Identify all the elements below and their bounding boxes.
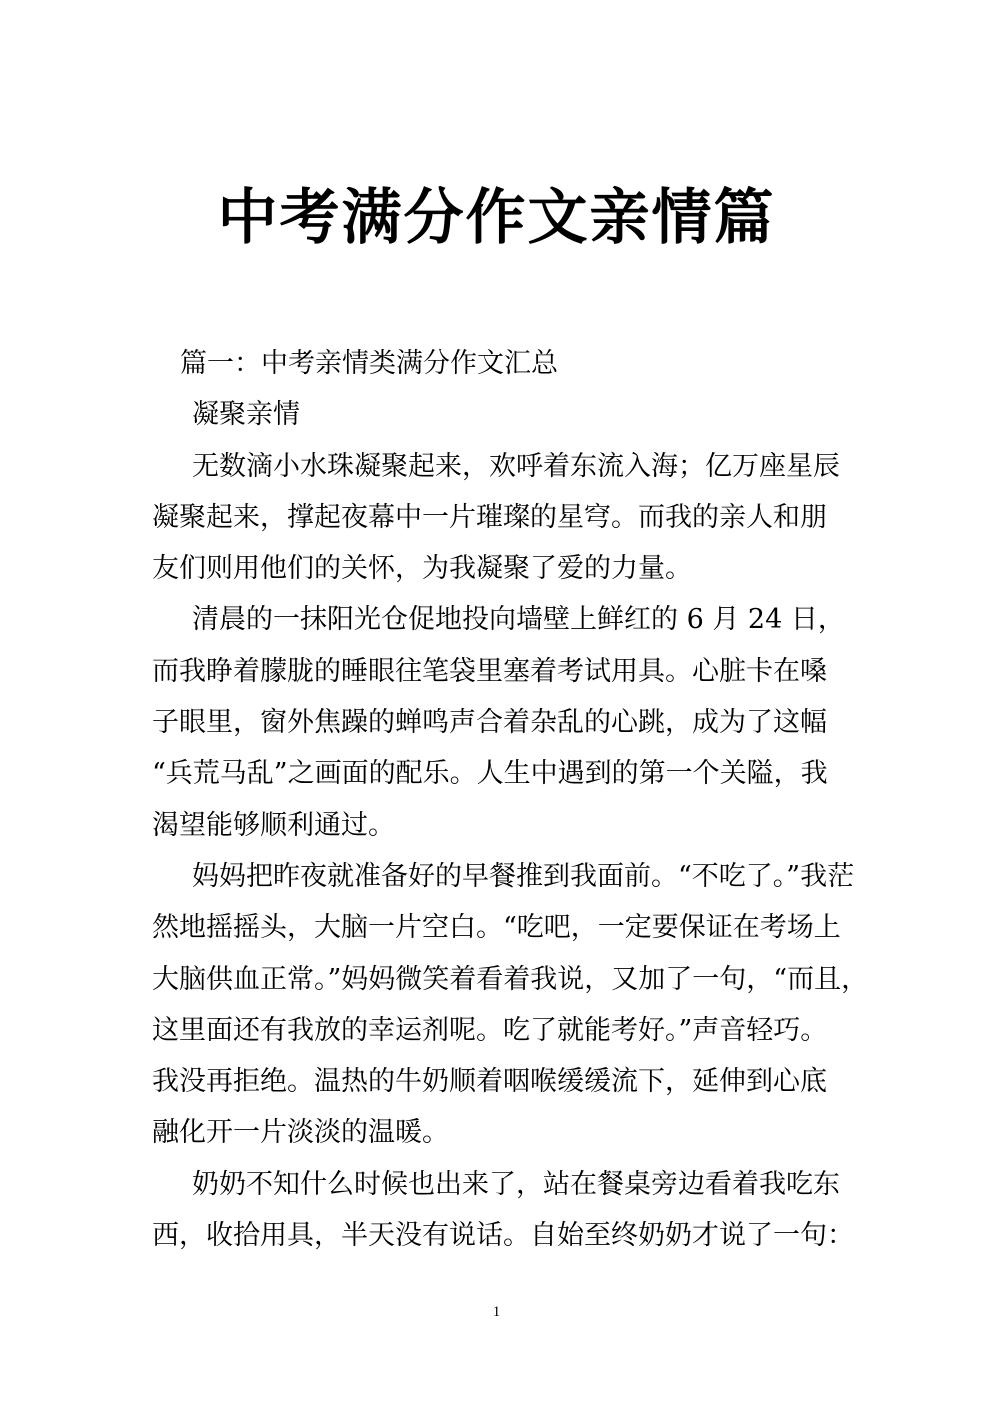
paragraph-line: 融化开一片淡淡的温暖。 bbox=[152, 1117, 449, 1149]
paragraph-line: 友们则用他们的关怀，为我凝聚了爱的力量。 bbox=[152, 553, 692, 585]
paragraph-1 bbox=[152, 441, 842, 595]
paragraph-line: 妈妈把昨夜就准备好的早餐推到我面前。“不吃了。”我茫 bbox=[192, 860, 855, 892]
paragraph-2 bbox=[152, 594, 845, 850]
paragraph-line: 凝聚起来，撑起夜幕中一片璀璨的星穹。而我的亲人和朋 bbox=[152, 501, 827, 533]
paragraph-4 bbox=[152, 1159, 854, 1262]
essay-title: 凝聚亲情 bbox=[192, 399, 300, 431]
paragraph-line: 无数滴小水珠凝聚起来，欢呼着东流入海；亿万座星辰 bbox=[192, 450, 840, 482]
paragraph-3 bbox=[152, 851, 869, 1159]
section-heading: 篇一：中考亲情类满分作文汇总 bbox=[180, 348, 558, 379]
paragraph-line: 奶奶不知什么时候也出来了，站在餐桌旁边看着我吃东 bbox=[192, 1168, 840, 1200]
paragraph-line: “兵荒马乱”之画面的配乐。人生中遇到的第一个关隘，我 bbox=[152, 758, 828, 790]
page-number: 1 bbox=[492, 1304, 501, 1320]
document-title: 中考满分作文亲情篇 bbox=[217, 183, 776, 253]
paragraph-line: 大脑供血正常。”妈妈微笑着看着我说，又加了一句，“而且， bbox=[152, 963, 869, 995]
paragraph-line: 然地摇摇头，大脑一片空白。“吃吧，一定要保证在考场上 bbox=[152, 912, 841, 944]
paragraph-line: 渴望能够顺利通过。 bbox=[152, 809, 395, 841]
document-body bbox=[152, 338, 869, 1261]
paragraph-line: 西，收拾用具，半天没有说话。自始至终奶奶才说了一句： bbox=[152, 1220, 854, 1252]
paragraph-line: 这里面还有我放的幸运剂呢。吃了就能考好。”声音轻巧。 bbox=[152, 1014, 828, 1046]
paragraph-line: 我没再拒绝。温热的牛奶顺着咽喉缓缓流下，延伸到心底 bbox=[152, 1066, 827, 1098]
paragraph-line: 而我睁着朦胧的睡眼往笔袋里塞着考试用具。心脏卡在嗓 bbox=[152, 655, 827, 687]
paragraph-line: 子眼里，窗外焦躁的蝉鸣声合着杂乱的心跳，成为了这幅 bbox=[152, 707, 827, 739]
paragraph-line: 清晨的一抹阳光仓促地投向墙壁上鲜红的 6 月 24 日， bbox=[192, 604, 845, 636]
